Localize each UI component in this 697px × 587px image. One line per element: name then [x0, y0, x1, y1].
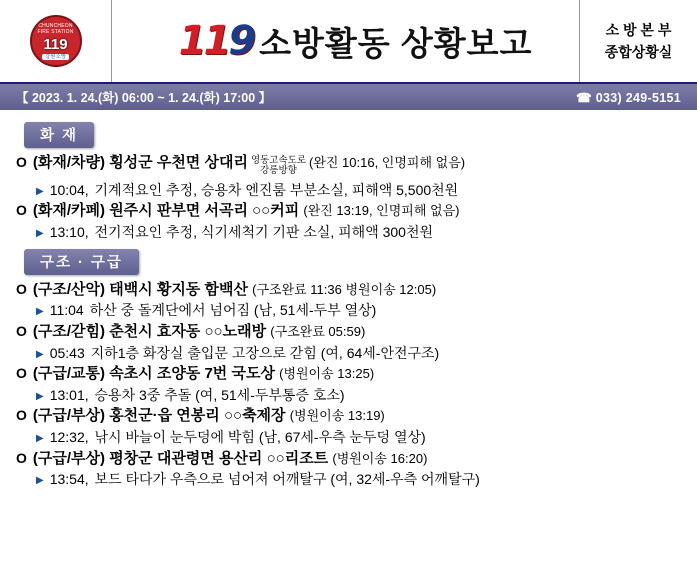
incident-detail-text: 지하1층 화장실 출입문 고장으로 갇힘 (여, 64세-안전구조) — [90, 344, 440, 361]
incident-detail-text: 하산 중 돌계단에서 넘어짐 (남, 51세-두부 열상) — [89, 302, 377, 319]
issuing-office — [579, 0, 697, 82]
incident-category: (구급/부상) — [32, 407, 106, 425]
incident-location-annotation — [251, 156, 306, 176]
issuing-office-line2: 종합상황실 — [604, 44, 673, 60]
triangle-bullet-icon: ▶ — [36, 348, 44, 360]
incident-row — [10, 448, 687, 470]
incident-category: (구조/산악) — [32, 280, 106, 298]
incident-location: 원주시 판부면 서곡리 ○○커피 — [109, 202, 300, 220]
section-rescue-ems — [10, 243, 687, 490]
triangle-bullet-icon: ▶ — [36, 433, 44, 445]
incident-detail-text: 전기적요인 추정, 식기세척기 기판 소실, 피해액 300천원 — [94, 224, 434, 241]
incident-status-note: (병원이송 16:20) — [332, 450, 428, 466]
report-period-text: 【 2023. 1. 24.(화) 06:00 ~ 1. 24.(화) 17:00 】 — [16, 91, 272, 105]
document-title-area — [112, 0, 579, 82]
incident-location: 속초시 조양동 7번 국도상 — [109, 365, 275, 383]
incident-detail-time: 11:04 — [49, 302, 84, 319]
incident-row — [10, 279, 687, 301]
triangle-bullet-icon: ▶ — [36, 390, 44, 402]
bullet-circle-icon: O — [16, 365, 27, 382]
incident-detail-time: 12:32, — [49, 429, 89, 446]
annotation-line2: 강릉방향 — [260, 164, 297, 176]
triangle-bullet-icon: ▶ — [36, 228, 44, 240]
incident-category: (구급/교통) — [32, 365, 106, 383]
fire-station-emblem — [6, 7, 106, 75]
incident-detail-row — [10, 300, 687, 321]
triangle-bullet-icon: ▶ — [36, 306, 44, 318]
incident-detail-row — [10, 180, 687, 201]
section-title-rescue-ems: 구조 · 구급 — [24, 249, 139, 275]
incident-detail-time: 13:54, — [49, 471, 89, 488]
incident-status-note: (완진 13:19, 인명피해 없음) — [303, 203, 460, 219]
emblem-sub-text: 강원소방 — [42, 54, 69, 60]
incident-location: 태백시 황지동 함백산 — [109, 280, 248, 298]
logo-119-icon: 119 — [178, 18, 254, 64]
incident-row — [10, 200, 687, 222]
report-period-bar — [0, 84, 697, 110]
bullet-circle-icon: O — [16, 202, 27, 219]
section-fire — [10, 116, 687, 243]
incident-detail-time: 13:01, — [49, 386, 89, 403]
page-title: 소방활동 상황보고 — [259, 24, 533, 62]
bullet-circle-icon: O — [16, 280, 27, 297]
incident-detail-text: 승용차 3중 추돌 (여, 51세-두부통증 호소) — [94, 386, 345, 403]
incident-status-note: (병원이송 13:25) — [279, 366, 375, 382]
emblem-top-text: CHUNCHEON FIRE STATION — [37, 23, 74, 35]
incident-location: 홍천군·읍 연봉리 ○○축제장 — [109, 407, 286, 425]
incident-detail-text: 보드 타다가 우측으로 넘어져 어깨탈구 (여, 32세-우측 어깨탈구) — [94, 471, 480, 488]
incident-detail-row — [10, 469, 687, 490]
incident-detail-text: 기계적요인 추정, 승용차 엔진룸 부분소실, 피해액 5,500천원 — [94, 181, 459, 198]
document-header — [0, 0, 697, 84]
triangle-bullet-icon: ▶ — [36, 475, 44, 487]
contact-phone-text: ☎ 033) 249-5151 — [576, 90, 681, 105]
incident-location: 춘천시 효자동 ○○노래방 — [109, 322, 267, 340]
bullet-circle-icon: O — [16, 449, 27, 466]
incident-detail-row — [10, 222, 687, 243]
incident-detail-row — [10, 343, 687, 364]
incident-location: 평창군 대관령면 용산리 ○○리조트 — [109, 449, 329, 467]
bullet-circle-icon: O — [16, 322, 27, 339]
report-body — [0, 110, 697, 490]
incident-category: (화재/카페) — [32, 202, 106, 220]
triangle-bullet-icon: ▶ — [36, 185, 44, 197]
agency-emblem-container — [0, 0, 112, 82]
incident-row — [10, 152, 687, 180]
incident-detail-time: 05:43 — [49, 344, 85, 361]
incident-status-note: (병원이송 13:19) — [289, 408, 385, 424]
incident-location: 횡성군 우천면 상대리 — [109, 154, 248, 171]
incident-detail-text: 낚시 바늘이 눈두덩에 박힘 (남, 67세-우측 눈두덩 열상) — [94, 429, 426, 446]
incident-detail-row — [10, 385, 687, 406]
incident-row — [10, 363, 687, 385]
incident-detail-row — [10, 427, 687, 448]
bullet-circle-icon: O — [16, 154, 27, 170]
incident-category: (구조/갇힘) — [32, 322, 106, 340]
incident-status-note: (구조완료 05:59) — [270, 323, 366, 339]
incident-row — [10, 321, 687, 343]
issuing-office-line1: 소 방 본 부 — [605, 21, 672, 38]
emblem-119-text: 119 — [43, 35, 68, 53]
incident-status-note: (구조완료 11:36 병원이송 12:05) — [252, 281, 437, 297]
incident-category: (화재/차량) — [32, 154, 106, 171]
section-title-fire: 화 재 — [24, 122, 94, 148]
emblem-circle-icon — [30, 15, 82, 67]
incident-category: (구급/부상) — [32, 449, 106, 467]
incident-detail-time: 13:10, — [49, 224, 89, 241]
incident-status-note: (완진 10:16, 인명피해 없음) — [309, 155, 466, 170]
annotation-line1: 영동고속도로 — [250, 155, 306, 166]
incident-row — [10, 405, 687, 427]
incident-detail-time: 10:04, — [49, 181, 89, 198]
bullet-circle-icon: O — [16, 407, 27, 424]
